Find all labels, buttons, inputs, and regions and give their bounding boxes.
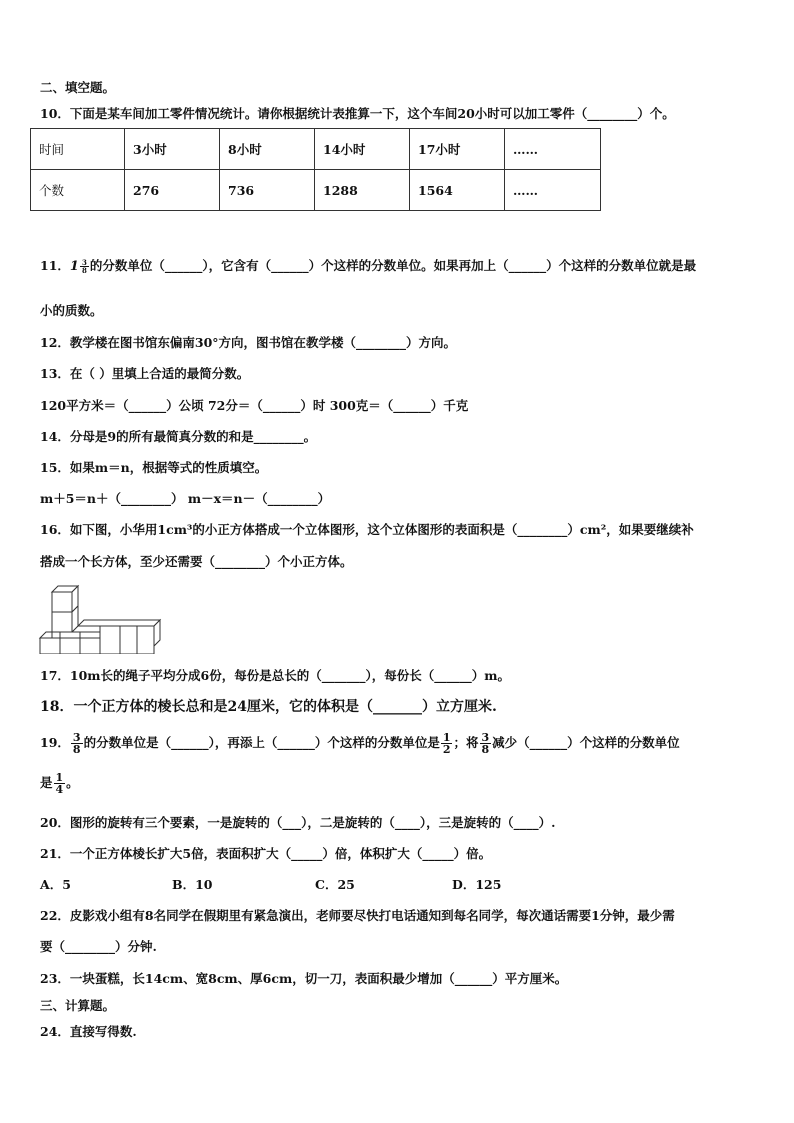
question-15-blanks: m＋5＝n＋（________） m－x＝n－（________） xyxy=(40,491,331,506)
question-text: 是 xyxy=(40,775,53,790)
fraction-1-2 xyxy=(441,732,453,755)
cube-front-face xyxy=(52,592,72,612)
fraction-numerator: 1 xyxy=(442,731,451,744)
question-19 xyxy=(40,729,680,757)
question-12: 12．教学楼在图书馆东偏南30°方向，图书馆在教学楼（________）方向。 xyxy=(40,335,457,350)
question-16: 16．如下图，小华用1cm³的小正方体搭成一个立体图形，这个立体图形的表面积是（________）cm²，如果要继续补 xyxy=(40,522,694,537)
question-number: 19． xyxy=(40,735,70,750)
mixed-whole: 1 xyxy=(69,258,79,274)
cube-front-face xyxy=(100,626,120,654)
section-heading-calculation: 三、计算题。 xyxy=(40,998,116,1013)
question-21-option-b: B．10 xyxy=(172,877,213,892)
question-24: 24．直接写得数. xyxy=(40,1024,137,1039)
fraction-denominator: 8 xyxy=(72,743,81,756)
table-cell: 14小时 xyxy=(315,129,410,170)
question-11-line2: 小的质数。 xyxy=(40,303,103,318)
fraction-denominator: 8 xyxy=(481,743,490,756)
fraction-numerator: 3 xyxy=(81,257,87,267)
question-20: 20．图形的旋转有三个要素，一是旋转的（___），二是旋转的（____），三是旋转的（____）. xyxy=(40,815,556,830)
question-15: 15．如果m＝n，根据等式的性质填空。 xyxy=(40,460,268,475)
fraction-3-8 xyxy=(480,732,492,755)
question-21: 21．一个正方体棱长扩大5倍，表面积扩大（_____）倍，体积扩大（_____）倍。 xyxy=(40,846,492,861)
fraction-numerator: 1 xyxy=(55,771,64,784)
fraction-denominator: 2 xyxy=(442,743,451,756)
table-cell: 1564 xyxy=(410,170,505,211)
question-11 xyxy=(40,258,696,275)
question-13-blanks: 120平方米＝（______）公顷 72分＝（______）时 300克＝（______）千克 xyxy=(40,398,469,413)
question-text: 。 xyxy=(66,775,79,790)
fraction-3-8 xyxy=(71,732,83,755)
question-19-line2 xyxy=(40,769,79,797)
question-21-option-c: C．25 xyxy=(315,877,355,892)
mixed-fraction xyxy=(80,259,89,274)
cube-top-face xyxy=(40,632,52,638)
question-21-option-d: D．125 xyxy=(452,877,502,892)
question-number: 11． xyxy=(40,258,70,273)
question-text: 的分数单位是（______），再添上（______）个这样的分数单位是 xyxy=(83,735,440,750)
question-18: 18．一个正方体的棱长总和是24厘米，它的体积是（_______）立方厘米. xyxy=(40,699,497,715)
question-14: 14．分母是9的所有最简真分数的和是________。 xyxy=(40,429,317,444)
table-cell: 个数 xyxy=(31,170,125,211)
table-cell: 17小时 xyxy=(410,129,505,170)
table-cell: 276 xyxy=(125,170,220,211)
table-row-time xyxy=(31,129,601,170)
question-17: 17．10m长的绳子平均分成6份，每份是总长的（_______），每份长（______）m。 xyxy=(40,668,510,683)
table-cell: …… xyxy=(505,170,601,211)
question-22: 22．皮影戏小组有8名同学在假期里有紧急演出，老师要尽快打电话通知到每名同学，每次通话需要1分钟，最少需 xyxy=(40,908,675,923)
fraction-denominator: 4 xyxy=(55,783,64,796)
cube-front-face xyxy=(52,612,72,632)
question-13: 13．在（ ）里填上合适的最简分数。 xyxy=(40,366,250,381)
cube-top-face xyxy=(78,620,160,626)
cube-front-face xyxy=(80,632,100,654)
fraction-denominator: 8 xyxy=(81,265,87,275)
table-cell: 736 xyxy=(220,170,315,211)
fraction-numerator: 3 xyxy=(481,731,490,744)
table-row-count xyxy=(31,170,601,211)
question-21-option-a: A．5 xyxy=(40,877,71,892)
table-cell: 1288 xyxy=(315,170,410,211)
question-text: 减少（______）个这样的分数单位 xyxy=(492,735,680,750)
stats-table xyxy=(30,128,601,211)
table-cell: 时间 xyxy=(31,129,125,170)
question-text: 的分数单位（______），它含有（______）个这样的分数单位。如果再加上（______）个这样的分数单位就是最 xyxy=(89,258,697,273)
cube-front-face xyxy=(137,626,154,654)
section-heading-fill-blank: 二、填空题。 xyxy=(40,80,116,95)
cube-front-face xyxy=(40,638,60,654)
question-16-line2: 搭成一个长方体，至少还需要（________）个小正方体。 xyxy=(40,554,353,569)
cube-figure xyxy=(38,584,163,654)
question-23: 23．一块蛋糕，长14cm、宽8cm、厚6cm，切一刀，表面积最少增加（______）平方厘米。 xyxy=(40,971,568,986)
question-text: ；将 xyxy=(453,735,479,750)
question-22-line2: 要（________）分钟. xyxy=(40,939,157,954)
fraction-1-4 xyxy=(54,772,66,795)
table-cell: 3小时 xyxy=(125,129,220,170)
cube-front-face xyxy=(60,632,80,654)
mixed-number xyxy=(70,259,90,275)
table-cell: …… xyxy=(505,129,601,170)
fraction-numerator: 3 xyxy=(72,731,81,744)
question-10: 10．下面是某车间加工零件情况统计。请你根据统计表推算一下，这个车间20小时可以加工零件（________）个。 xyxy=(40,106,675,121)
cube-front-face xyxy=(120,626,137,654)
table-cell: 8小时 xyxy=(220,129,315,170)
